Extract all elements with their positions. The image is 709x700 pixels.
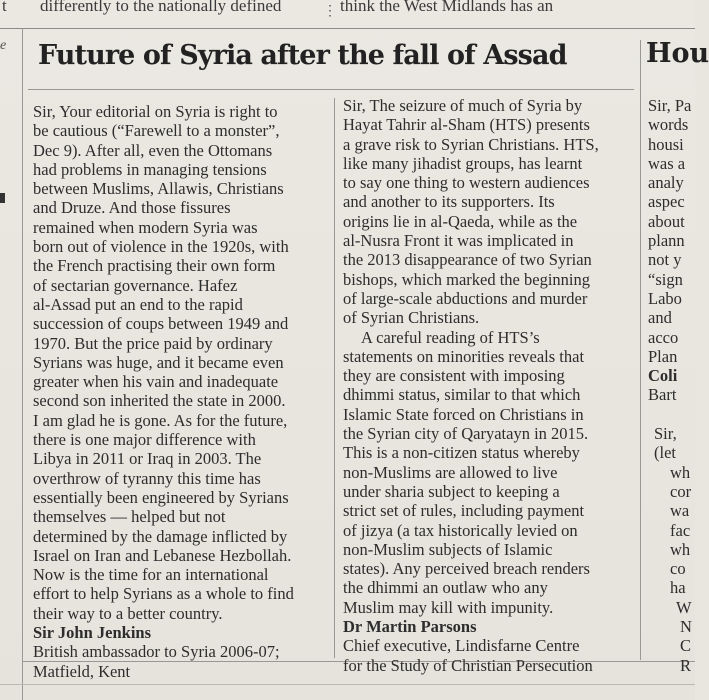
letter-line: Sir, Your editorial on Syria is right to (33, 102, 278, 121)
next-article-line: “sign (648, 269, 683, 289)
article-headline: Future of Syria after the fall of Assad (38, 40, 567, 71)
letter-line: a grave risk to Syrian Christians. HTS, (343, 134, 599, 154)
letter-line: Hayat Tahrir al-Sham (HTS) presents (343, 115, 590, 135)
next-article-line: words (648, 115, 689, 135)
previous-article-fragment-col1: differently to the nationally defined (40, 0, 282, 15)
letter-line: born out of violence in the 1920s, with (33, 237, 289, 257)
next-article-line: analy (648, 173, 684, 193)
next-article-line: Coli (648, 366, 678, 386)
next-article-line: wa (670, 501, 690, 521)
next-article-line: Plan (648, 346, 678, 366)
letter-line: they are consistent with imposing (343, 366, 565, 386)
letter-line: of sectarian governance. Hafez (33, 275, 238, 295)
next-article-line: acco (648, 327, 679, 347)
next-article-line: ha (670, 578, 686, 598)
letter-line: bishops, which marked the beginning (343, 269, 591, 289)
letter-line: essentially been engineered by Syrians (33, 487, 289, 507)
letter-line: and Druze. And those fissures (33, 198, 231, 218)
letter-signature: Dr Martin Parsons (343, 617, 477, 637)
next-article-headline: Hou (646, 38, 709, 69)
letter-body (343, 96, 599, 617)
letter-line: Sir, The seizure of much of Syria by (343, 96, 583, 115)
next-article-line: aspec (648, 192, 685, 212)
letter-affiliation: Matfield, Kent (33, 661, 131, 681)
next-article-line: wh (670, 462, 691, 482)
letter-line: Dec 9). After all, even the Ottomans (33, 140, 273, 160)
letter-line: the dhimmi an outlaw who any (343, 578, 548, 598)
letter-parsons (343, 96, 599, 675)
letter-line: Libya in 2011 or Iraq in 2003. The (33, 449, 262, 469)
letter-line: al-Assad put an end to the rapid (33, 294, 243, 314)
left-edge-mark (0, 193, 5, 203)
next-article-line: W (676, 597, 692, 617)
letter-line: effort to help Syrians as a whole to find (33, 584, 294, 604)
letter-line: al-Nusra Front it was implicated in (343, 231, 574, 251)
letter-line: themselves — helped but not (33, 507, 226, 527)
letter-line: overthrow of tyranny this time has (33, 468, 261, 488)
letter-line: remained when modern Syria was (33, 217, 258, 237)
letter-line: This is a non-citizen status whereby (343, 443, 580, 463)
letter-line: of jizya (a tax historically levied on (343, 520, 578, 540)
next-article-line: cor (670, 481, 692, 501)
letter-line: non-Muslim subjects of Islamic (343, 539, 553, 559)
letter-line: and another to its supporters. Its (343, 192, 555, 212)
next-article-line: Sir, (654, 424, 677, 444)
column-rule-middle (334, 98, 335, 658)
next-article-line: R (680, 655, 692, 675)
letter-line: of Syrian Christians. (343, 308, 480, 328)
letter-line: second son inherited the state in 2000. (33, 391, 286, 411)
next-article-line: Sir, Pa (648, 96, 692, 115)
previous-article-fragment-left: t (2, 0, 7, 15)
letter-line: the 2013 disappearance of two Syrian (343, 250, 592, 270)
letter-line: statements on minorities reveals that (343, 346, 585, 366)
letter-line: I am glad he is gone. As for the future, (33, 410, 288, 430)
next-article-line: Labo (648, 288, 682, 308)
letter-line: between Muslims, Allawis, Christians (33, 179, 284, 199)
letter-line: the French practising their own form (33, 256, 276, 276)
next-article-line: (let (654, 443, 676, 463)
letter-affiliation: for the Study of Christian Persecution (343, 655, 593, 675)
letter-line: Syrians was huge, and it became even (33, 352, 284, 372)
letter-line: the Syrian city of Qaryatayn in 2015. (343, 424, 589, 444)
letter-line: strict set of rules, including payment (343, 501, 585, 521)
next-article-line: about (648, 211, 685, 231)
letter-line: 1970. But the price paid by ordinary (33, 333, 273, 353)
letter-line: Israel on Iran and Lebanese Hezbollah. (33, 545, 292, 565)
next-article-line (648, 405, 692, 424)
letter-line: there is one major difference with (33, 430, 256, 450)
headline-rule (28, 89, 634, 90)
next-article-line: was a (648, 153, 686, 173)
letter-line: Now is the time for an international (33, 565, 269, 585)
previous-article-fragment-col2: think the West Midlands has an (340, 0, 554, 15)
letter-line: be cautious (“Farewell to a monster”, (33, 121, 280, 141)
next-article-line: not y (648, 250, 682, 270)
letter-line: non-Muslims are allowed to live (343, 462, 558, 482)
letter-line: states). Any perceived breach renders (343, 559, 590, 579)
letter-line: of large-scale abductions and murder (343, 288, 588, 308)
letter-line: had problems in managing tensions (33, 159, 267, 179)
letter-body (33, 102, 294, 623)
letter-line: greater when his vain and inadequate (33, 372, 279, 392)
letter-line: Muslim may kill with impunity. (343, 597, 554, 617)
page-bottom-rule (0, 684, 695, 685)
next-article-line: C (680, 636, 692, 656)
next-article-line: housi (648, 134, 684, 154)
column-rule-left (22, 28, 23, 700)
next-article-line: Bart (648, 385, 677, 405)
column-divider-dots: ⋮ (323, 2, 337, 18)
letter-line: A careful reading of HTS’s (361, 327, 540, 347)
letter-line: like many jihadist groups, has learnt (343, 153, 583, 173)
next-article-line: and (648, 308, 672, 328)
column-rule-right (640, 40, 641, 660)
letter-line: Islamic State forced on Christians in (343, 404, 584, 424)
next-article-line: plann (648, 231, 685, 251)
previous-article-strip (0, 0, 695, 29)
next-article-column (648, 96, 692, 675)
letter-line: dhimmi status, similar to that which (343, 385, 581, 405)
left-edge-fragment: e (0, 38, 7, 53)
letter-line: succession of coups between 1949 and (33, 314, 289, 334)
next-article-line: co (670, 559, 686, 579)
next-article-line: N (680, 617, 692, 637)
letter-line: determined by the damage inflicted by (33, 526, 288, 546)
letter-signature: Sir John Jenkins (33, 623, 151, 643)
letter-line: their way to a better country. (33, 603, 223, 623)
next-article-line: wh (670, 539, 691, 559)
letter-line: under sharia subject to keeping a (343, 481, 560, 501)
letter-jenkins (33, 102, 294, 681)
letter-affiliation: British ambassador to Syria 2006-07; (33, 642, 280, 662)
letter-line: to say one thing to western audiences (343, 173, 590, 193)
next-article-line: fac (670, 520, 691, 540)
letter-line: origins lie in al-Qaeda, while as the (343, 211, 578, 231)
letter-affiliation: Chief executive, Lindisfarne Centre (343, 636, 580, 656)
